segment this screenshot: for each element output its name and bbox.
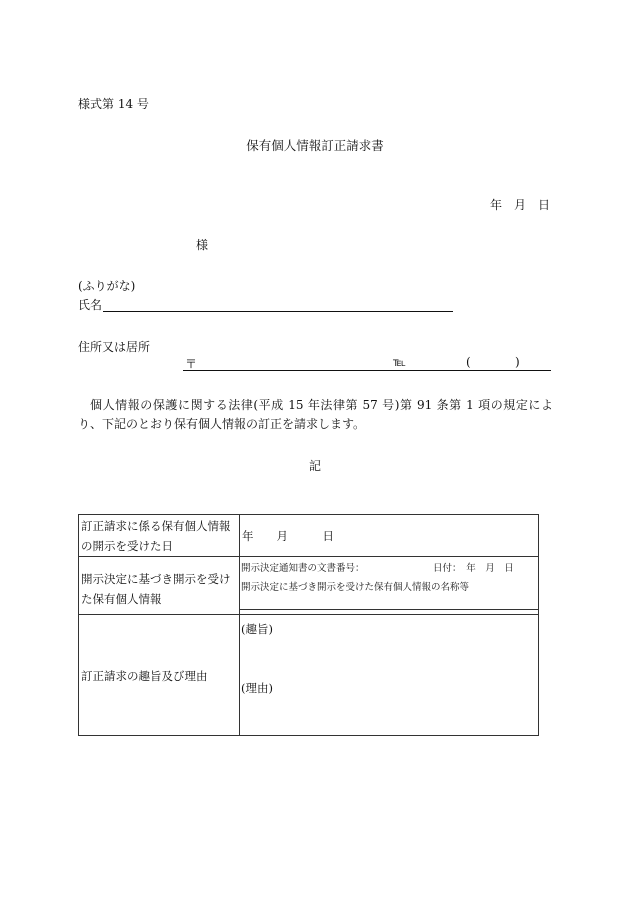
paren-open: ( (466, 355, 471, 369)
request-statement: 個人情報の保護に関する法律(平成 15 年法律第 57 号)第 91 条第 1 項の規定により、下記のとおり保有個人情報の訂正を請求します。 (78, 398, 553, 431)
table-row-divider (79, 614, 538, 615)
name-field[interactable] (103, 311, 453, 312)
notice-document-number-field[interactable]: 開示決定通知書の文書番号： (241, 563, 365, 574)
document-title: 保有個人情報訂正請求書 (246, 138, 384, 153)
table-row-divider (79, 556, 538, 557)
table-row-divider (239, 609, 538, 610)
table-column-divider (239, 515, 240, 735)
ki-heading: 記 (308, 459, 321, 473)
telephone-mark: ℡ (393, 355, 406, 369)
notice-date-field[interactable]: 日付： 年 月 日 (433, 563, 514, 574)
name-label: 氏名 (78, 298, 103, 312)
address-label: 住所又は居所 (78, 340, 151, 354)
paren-close: ) (515, 355, 520, 369)
postal-mark: 〒 (185, 357, 198, 371)
purpose-field[interactable]: (趣旨) (241, 622, 273, 636)
disclosed-info-name-field[interactable]: 開示決定に基づき開示を受けた保有個人情報の名称等 (241, 582, 470, 593)
addressee-suffix: 様 (196, 238, 209, 252)
request-table (78, 514, 539, 736)
disclosure-date-field[interactable]: 年 月 日 (242, 529, 334, 543)
row2-label: 開示決定に基づき開示を受けた保有個人情報 (81, 572, 231, 606)
row1-label: 訂正請求に係る保有個人情報の開示を受けた日 (81, 519, 231, 553)
furigana-label: (ふりがな) (78, 279, 136, 293)
date-line: 年 月 日 (490, 198, 551, 212)
reason-field[interactable]: (理由) (241, 681, 273, 695)
row3-label: 訂正請求の趣旨及び理由 (81, 669, 208, 683)
form-number: 様式第 14 号 (78, 97, 149, 111)
address-field[interactable] (183, 370, 551, 371)
